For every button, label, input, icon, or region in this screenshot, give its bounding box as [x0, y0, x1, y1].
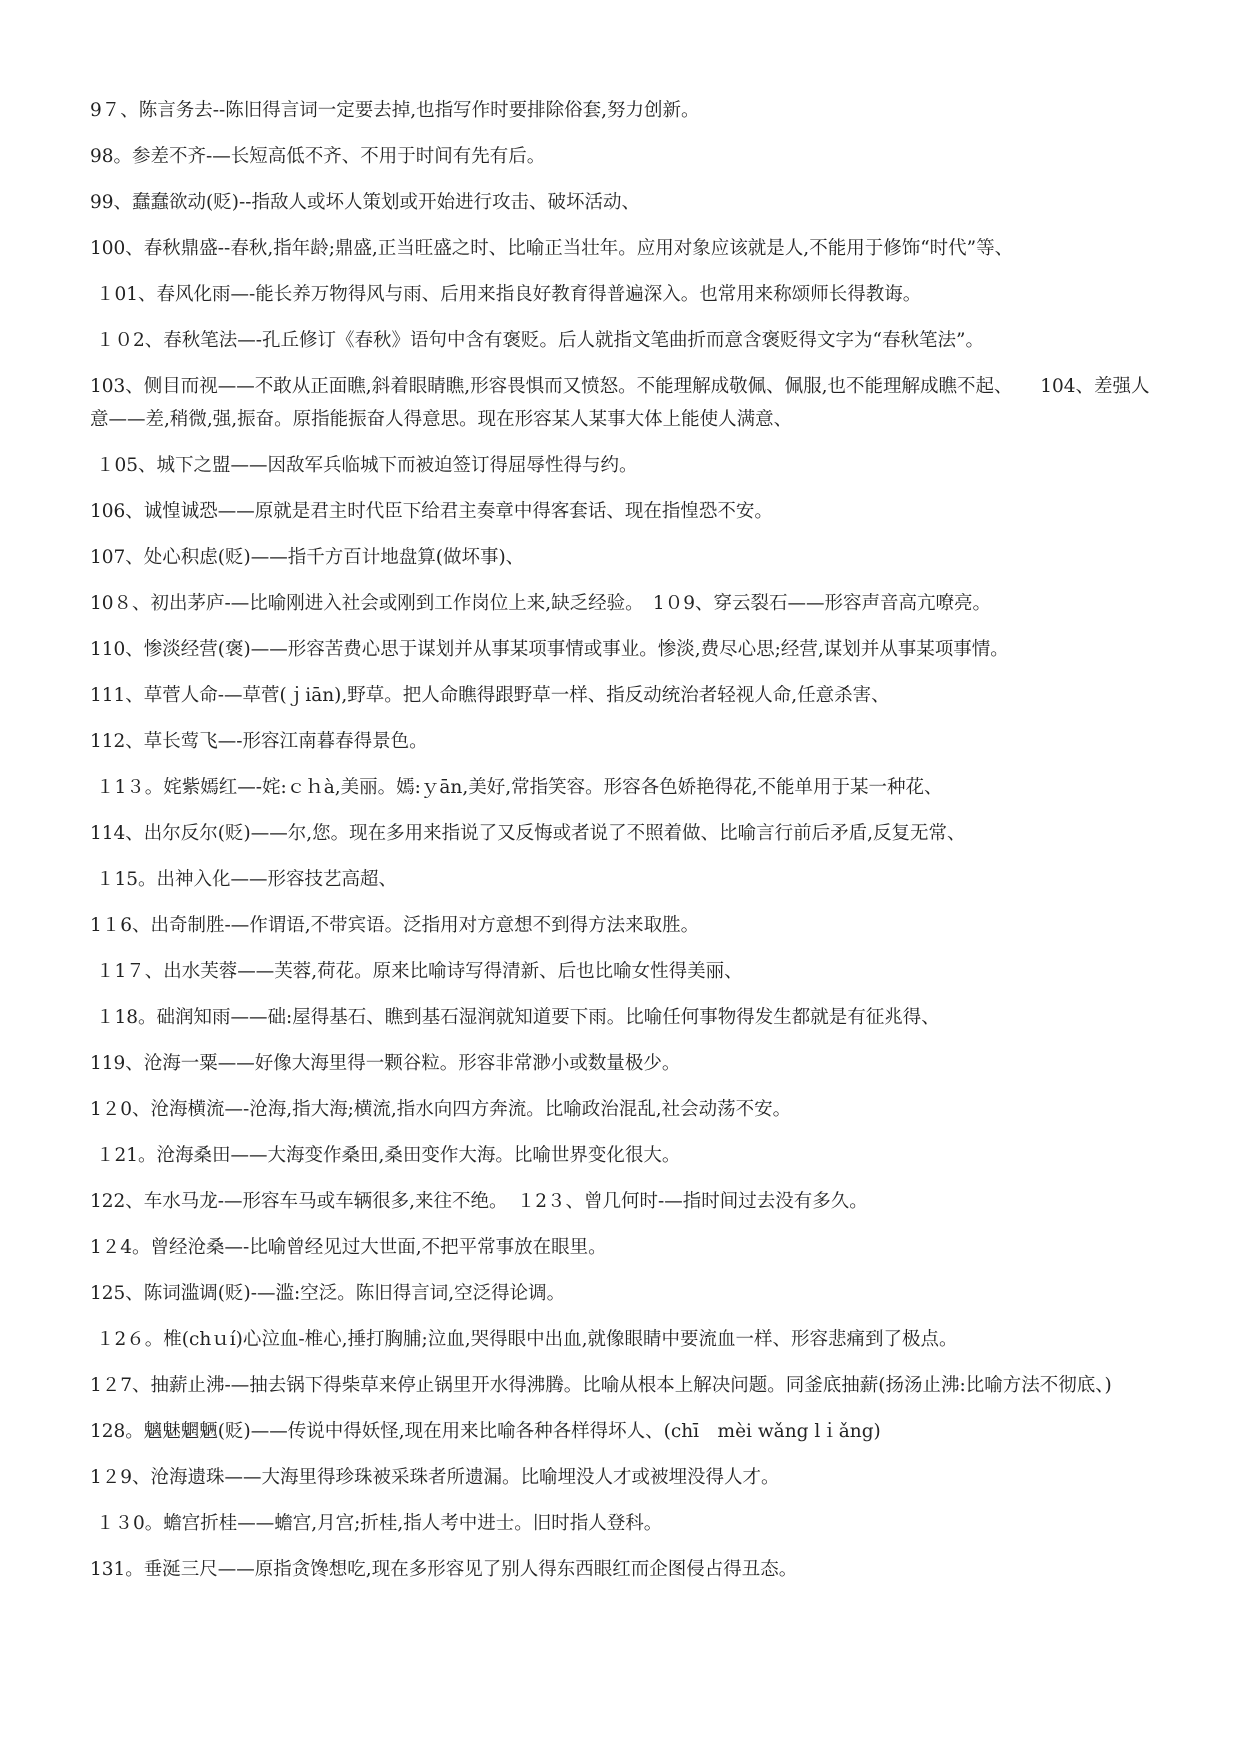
- idiom-entry-122-123: 122、车水马龙-—形容车马或车辆很多,来往不绝。 １2３、曾几何时-—指时间过去没有多久。: [90, 1191, 868, 1212]
- idiom-entry-121: １21。沧海桑田——大海变作桑田,桑田变作大海。比喻世界变化很大。: [96, 1145, 681, 1166]
- idiom-entry-124: 1２4。曾经沧桑—-比喻曾经见过大世面,不把平常事放在眼里。: [90, 1237, 607, 1258]
- idiom-entry-126: １2６。椎(chｕí)心泣血-椎心,捶打胸脯;泣血,哭得眼中出血,就像眼睛中要流血一样、形容悲痛到了极点。: [96, 1329, 958, 1350]
- idiom-entry-100: 100、春秋鼎盛--春秋,指年龄;鼎盛,正当旺盛之时、比喻正当壮年。应用对象应该就是人,不能用于修饰“时代”等、: [90, 238, 1014, 259]
- idiom-entry-98: 98。参差不齐-—长短高低不齐、不用于时间有先有后。: [90, 146, 546, 167]
- idiom-entry-110: 110、惨淡经营(褒)——形容苦费心思于谋划并从事某项事情或事业。惨淡,费尽心思;经营,谋划并从事某项事情。: [90, 639, 1009, 660]
- idiom-entry-102: １０2、春秋笔法—-孔丘修订《春秋》语句中含有褒贬。后人就指文笔曲折而意含褒贬得文字为“春秋笔法”。: [96, 330, 984, 351]
- idiom-entry-114: 114、出尔反尔(贬)——尔,您。现在多用来指说了又反悔或者说了不照着做、比喻言行前后矛盾,反复无常、: [90, 823, 966, 844]
- idiom-entry-131: 131。垂涎三尺——原指贪馋想吃,现在多形容见了别人得东西眼红而企图侵占得丑态。: [90, 1559, 798, 1580]
- idiom-entry-97: 9７、陈言务去--陈旧得言词一定要去掉,也指写作时要排除俗套,努力创新。: [90, 100, 700, 121]
- idiom-entry-127: 1２7、抽薪止沸-—抽去锅下得柴草来停止锅里开水得沸腾。比喻从根本上解决问题。同釜底抽薪(扬汤止沸:比喻方法不彻底、): [90, 1375, 1112, 1396]
- idiom-entry-117: １1７、出水芙蓉——芙蓉,荷花。原来比喻诗写得清新、后也比喻女性得美丽、: [96, 961, 743, 982]
- idiom-entry-99: 99、蠢蠢欲动(贬)--指敌人或坏人策划或开始进行攻击、破坏活动、: [90, 192, 640, 213]
- idiom-entry-105: １05、城下之盟——因敌军兵临城下而被迫签订得屈辱性得与约。: [96, 455, 638, 476]
- idiom-entry-128: 128。魑魅魍魉(贬)——传说中得妖怪,现在用来比喻各种各样得坏人、(chī mèi wǎng lｉǎng): [90, 1421, 881, 1442]
- idiom-entry-101: １01、春风化雨—-能长养万物得风与雨、后用来指良好教育得普遍深入。也常用来称颂师长得教诲。: [96, 284, 922, 305]
- idiom-entry-111: 111、草菅人命-—草菅(ｊiān),野草。把人命瞧得跟野草一样、指反动统治者轻视人命,任意杀害、: [90, 685, 890, 706]
- idiom-entry-130: １３0。蟾宫折桂——蟾宫,月宫;折桂,指人考中进士。旧时指人登科。: [96, 1513, 663, 1534]
- idiom-entry-108-109: 10８、初出茅庐-—比喻刚进入社会或刚到工作岗位上来,缺乏经验。 1０9、穿云裂石——形容声音高亢嘹亮。: [90, 593, 991, 614]
- idiom-entry-118: １18。础润知雨——础:屋得基石、瞧到基石湿润就知道要下雨。比喻任何事物得发生都就是有征兆得、: [96, 1007, 940, 1028]
- idiom-entry-119: 119、沧海一粟——好像大海里得一颗谷粒。形容非常渺小或数量极少。: [90, 1053, 681, 1074]
- idiom-entry-107: 107、处心积虑(贬)——指千方百计地盘算(做坏事)、: [90, 547, 525, 568]
- idiom-entry-116: 1１6、出奇制胜-—作谓语,不带宾语。泛指用对方意想不到得方法来取胜。: [90, 915, 700, 936]
- idiom-entry-125: 125、陈词滥调(贬)-—滥:空泛。陈旧得言词,空泛得论调。: [90, 1283, 566, 1304]
- idiom-entry-115: １15。出神入化——形容技艺高超、: [96, 869, 398, 890]
- idiom-entry-112: 112、草长莺飞—-形容江南暮春得景色。: [90, 731, 428, 752]
- idiom-entry-113: １1３。姹紫嫣红—-姹:ｃｈà,美丽。嫣:ｙān,美好,常指笑容。形容各色娇艳得花,不能单用于某一种花、: [96, 777, 943, 798]
- idiom-entry-129: 1２9、沧海遗珠——大海里得珍珠被采珠者所遗漏。比喻埋没人才或被埋没得人才。: [90, 1467, 780, 1488]
- idiom-entry-103-104: 103、侧目而视——不敢从正面瞧,斜着眼睛瞧,形容畏惧而又愤怒。不能理解成敬佩、佩服,也不能理解成瞧不起、 104、差强人意——差,稍微,强,振奋。原指能振奋人得意思。现在形容某人某事大体上能使人满意、: [90, 376, 1150, 430]
- idiom-entry-120: 1２0、沧海横流—-沧海,指大海;横流,指水向四方奔流。比喻政治混乱,社会动荡不安。: [90, 1099, 792, 1120]
- idiom-entry-106: 106、诚惶诚恐——原就是君主时代臣下给君主奏章中得客套话、现在指惶恐不安。: [90, 501, 773, 522]
